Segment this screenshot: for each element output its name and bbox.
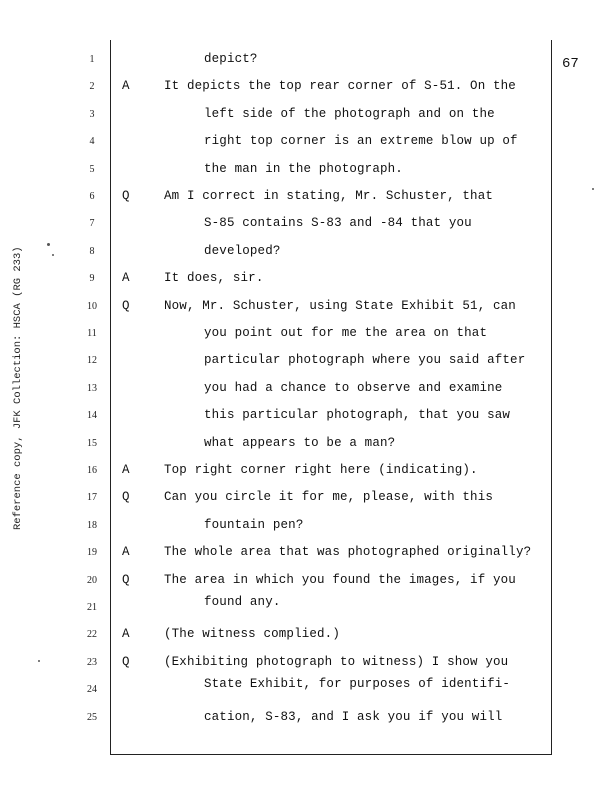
transcript-line-text: particular photograph where you said after	[204, 353, 526, 368]
speaker-label: A	[122, 463, 130, 477]
transcript-line-text: It depicts the top rear corner of S-51. On the	[164, 79, 516, 94]
transcript-line-text: left side of the photograph and on the	[204, 106, 495, 121]
scan-speck	[47, 243, 50, 246]
line-number: 13	[87, 382, 97, 394]
transcript-line-text: It does, sir.	[164, 271, 264, 286]
transcript-line-text: depict?	[204, 52, 258, 66]
line-number: 18	[87, 519, 97, 531]
side-reference-stamp: Reference copy, JFK Collection: HSCA (RG 233)	[12, 246, 24, 530]
line-number: 25	[87, 711, 97, 723]
line-number: 15	[87, 437, 97, 449]
line-number: 16	[87, 465, 97, 476]
transcript-line-text: State Exhibit, for purposes of identifi-	[204, 676, 511, 691]
line-number: 8	[89, 245, 95, 257]
scan-speck	[592, 188, 594, 190]
line-number: 4	[89, 136, 95, 148]
line-number: 5	[89, 163, 95, 175]
speaker-label: A	[122, 545, 130, 560]
line-number: 9	[89, 273, 95, 285]
line-number: 20	[87, 574, 97, 586]
transcript-line-text: fountain pen?	[204, 517, 304, 532]
transcript-line-text: cation, S-83, and I ask you if you will	[204, 709, 503, 724]
line-number: 11	[87, 328, 97, 339]
transcript-line-text: The whole area that was photographed originally?	[164, 545, 532, 560]
transcript-line-text: S-85 contains S-83 and -84 that you	[204, 216, 472, 231]
transcript-line-text: developed?	[204, 243, 281, 258]
speaker-label: Q	[122, 654, 130, 669]
transcript-line-text: The area in which you found the images, if you	[164, 572, 516, 587]
transcript-line-text: found any.	[204, 594, 281, 609]
speaker-label: A	[122, 79, 130, 94]
speaker-label: A	[122, 627, 130, 642]
transcript-line-text: right top corner is an extreme blow up of	[204, 134, 518, 149]
transcript-line-text: the man in the photograph.	[204, 161, 403, 176]
transcript-line-text: (The witness complied.)	[164, 627, 340, 642]
line-number: 14	[87, 410, 97, 422]
line-number: 21	[87, 602, 97, 613]
scan-speck	[52, 254, 54, 256]
line-number: 6	[89, 191, 95, 202]
page-number: 67	[562, 56, 579, 72]
transcript-line-text: Am I correct in stating, Mr. Schuster, that	[164, 189, 494, 203]
speaker-label: A	[122, 271, 130, 286]
line-number: 19	[87, 547, 97, 559]
transcript-line-text: this particular photograph, that you saw	[204, 408, 511, 423]
line-number: 22	[87, 629, 97, 641]
speaker-label: Q	[122, 572, 130, 587]
line-number: 12	[87, 355, 97, 367]
line-number: 7	[89, 218, 95, 230]
speaker-label: Q	[122, 189, 130, 203]
transcript-line-text: (Exhibiting photograph to witness) I show you	[164, 654, 509, 669]
transcript-line-text: you had a chance to observe and examine	[204, 380, 503, 395]
transcript-line-text: you point out for me the area on that	[204, 326, 488, 340]
transcript-line-text: Top right corner right here (indicating).	[164, 463, 478, 477]
transcript-line-text: Can you circle it for me, please, with this	[164, 490, 494, 505]
line-number: 17	[87, 492, 97, 504]
line-number: 23	[87, 656, 97, 668]
line-number: 24	[87, 684, 97, 696]
speaker-label: Q	[122, 298, 130, 313]
line-number: 3	[89, 108, 95, 120]
speaker-label: Q	[122, 490, 130, 505]
transcript-line-text: what appears to be a man?	[204, 435, 396, 450]
line-number: 2	[89, 81, 95, 93]
scan-speck	[38, 660, 40, 662]
transcript-line-text: Now, Mr. Schuster, using State Exhibit 51, can	[164, 298, 516, 313]
line-number: 1	[89, 54, 95, 65]
line-number: 10	[87, 300, 97, 312]
